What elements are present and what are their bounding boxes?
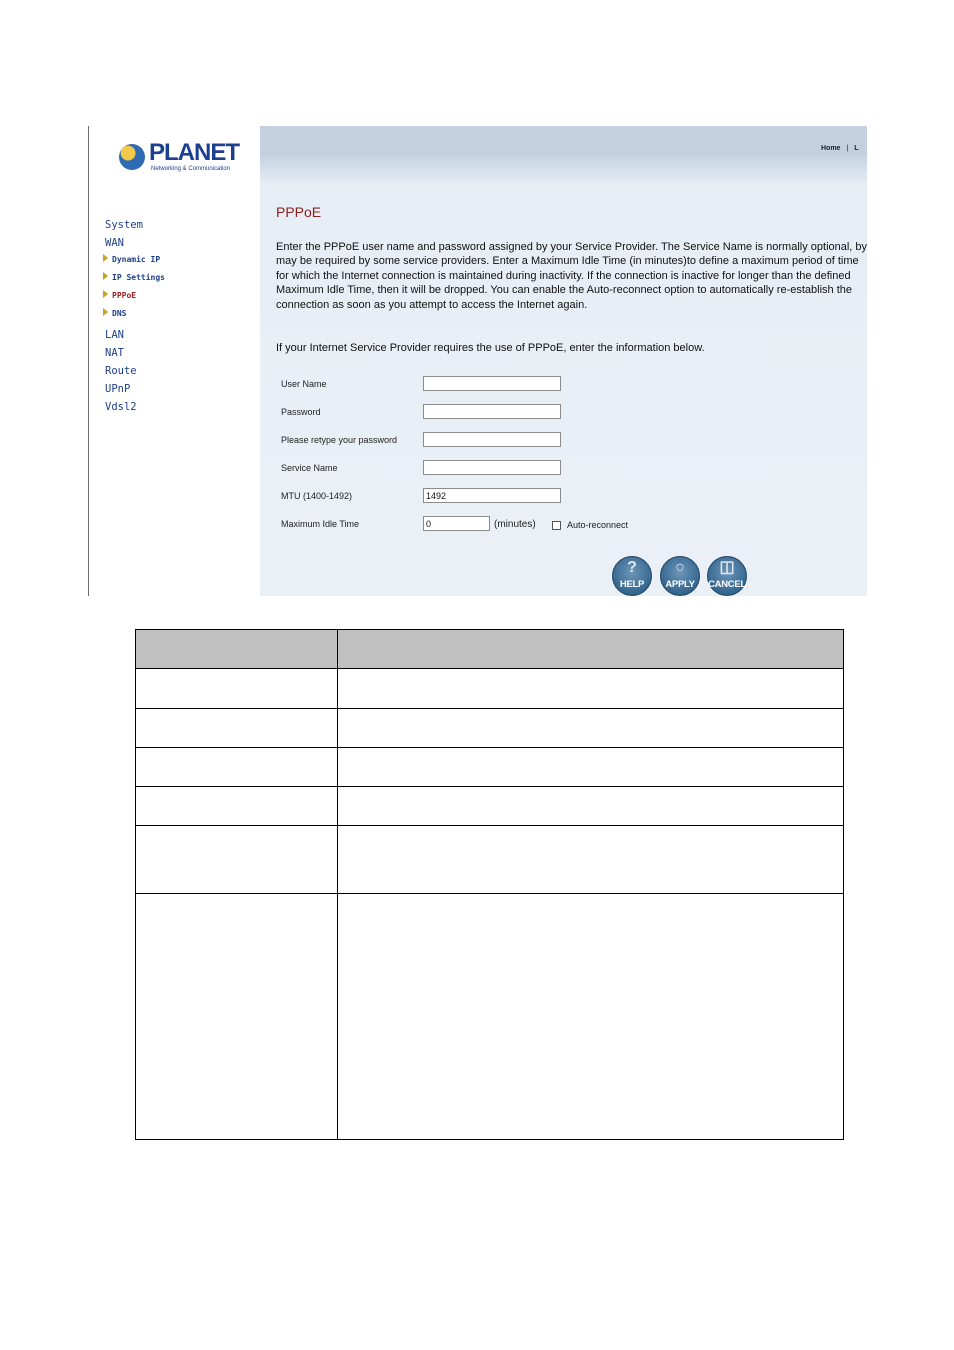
home-link[interactable]: Home bbox=[821, 145, 841, 152]
apply-button-label: APPLY bbox=[665, 579, 695, 590]
table-header-row bbox=[136, 630, 844, 669]
password-label: Password bbox=[281, 407, 321, 417]
sidebar-item-lan[interactable]: LAN bbox=[105, 329, 124, 341]
table-cell bbox=[338, 826, 844, 894]
retype-password-label: Please retype your password bbox=[281, 435, 398, 445]
table-cell bbox=[136, 709, 338, 748]
sidebar-item-system[interactable]: System bbox=[105, 219, 143, 231]
table-cell bbox=[136, 826, 338, 894]
help-button[interactable] bbox=[612, 556, 652, 596]
minutes-unit: (minutes) bbox=[494, 519, 536, 530]
table-cell bbox=[338, 787, 844, 826]
nav-separator: | bbox=[846, 145, 849, 152]
max-idle-label: Maximum Idle Time bbox=[281, 519, 360, 529]
retype-password-input[interactable] bbox=[423, 432, 561, 447]
table-cell bbox=[136, 787, 338, 826]
table-cell bbox=[136, 669, 338, 709]
table-cell bbox=[136, 894, 338, 1140]
table-row bbox=[136, 787, 844, 826]
brand-tagline: Networking & Communication bbox=[151, 166, 231, 172]
sidebar-item-ip-settings[interactable]: IP Settings bbox=[112, 273, 165, 282]
service-name-label: Service Name bbox=[281, 463, 338, 473]
table-cell bbox=[136, 748, 338, 787]
table-cell bbox=[338, 709, 844, 748]
max-idle-input[interactable] bbox=[423, 516, 490, 531]
apply-button[interactable] bbox=[660, 556, 700, 596]
page-description: Enter the PPPoE user name and password assigned by your Service Provider. The Service Name is normally optional, by may be required by some service providers. Enter a Maximum Idle Time (in minutes)to define a maximum period of time for which the Internet connection is maintained during inactivity. If the connection is inactive for longer than the defined Maximum Idle Time, then it will be dropped. You can enable the Auto-reconnect option to automatically re-establish the connection as soon as you attempt to access the Internet again. bbox=[276, 241, 868, 311]
table-cell bbox=[338, 669, 844, 709]
help-button-label: HELP bbox=[619, 579, 645, 590]
service-name-input[interactable] bbox=[423, 460, 561, 475]
apply-icon: ○ bbox=[675, 559, 685, 576]
table-row bbox=[136, 709, 844, 748]
sidebar-item-nat[interactable]: NAT bbox=[105, 347, 124, 359]
sidebar-item-route[interactable]: Route bbox=[105, 365, 137, 377]
user-name-input[interactable] bbox=[423, 376, 561, 391]
question-icon: ? bbox=[627, 559, 637, 576]
sidebar-item-dns[interactable]: DNS bbox=[112, 309, 127, 318]
page-title: PPPoE bbox=[276, 204, 322, 220]
sidebar-item-wan[interactable]: WAN bbox=[105, 237, 124, 249]
table-cell bbox=[338, 748, 844, 787]
table-cell bbox=[338, 894, 844, 1140]
auto-reconnect-checkbox[interactable] bbox=[552, 521, 561, 530]
table-row bbox=[136, 826, 844, 894]
password-input[interactable] bbox=[423, 404, 561, 419]
trash-icon: ◫ bbox=[719, 559, 735, 576]
arrow-bullet-icon bbox=[103, 272, 108, 280]
arrow-bullet-icon bbox=[103, 254, 108, 262]
brand-name: PLANET bbox=[149, 139, 239, 166]
sidebar-item-dynamic-ip[interactable]: Dynamic IP bbox=[112, 255, 161, 264]
table-header-cell bbox=[136, 630, 338, 669]
user-name-label: User Name bbox=[281, 379, 327, 389]
sidebar-item-pppoe[interactable]: PPPoE bbox=[112, 291, 137, 300]
arrow-bullet-icon bbox=[103, 308, 108, 316]
mtu-input[interactable] bbox=[423, 488, 561, 503]
planet-logo bbox=[119, 140, 239, 176]
sidebar-item-vdsl2[interactable]: Vdsl2 bbox=[105, 401, 137, 413]
table-row bbox=[136, 894, 844, 1140]
cancel-button-label: CANCEL bbox=[708, 579, 746, 590]
top-bar bbox=[260, 126, 867, 156]
cancel-button[interactable] bbox=[707, 556, 747, 596]
sidebar-divider bbox=[88, 126, 89, 596]
sidebar-item-upnp[interactable]: UPnP bbox=[105, 383, 131, 395]
parameter-table bbox=[135, 629, 844, 1140]
table-row bbox=[136, 748, 844, 787]
content-panel bbox=[260, 126, 867, 596]
table-row bbox=[136, 669, 844, 709]
globe-icon bbox=[119, 144, 145, 170]
nav-link-partial[interactable]: L bbox=[854, 145, 859, 152]
top-nav bbox=[821, 145, 859, 152]
arrow-bullet-icon bbox=[103, 290, 108, 298]
auto-reconnect-label: Auto-reconnect bbox=[567, 520, 629, 530]
table-header-cell bbox=[338, 630, 844, 669]
mtu-label: MTU (1400-1492) bbox=[281, 491, 353, 501]
pppoe-instruction: If your Internet Service Provider requires the use of PPPoE, enter the information below. bbox=[276, 342, 705, 354]
